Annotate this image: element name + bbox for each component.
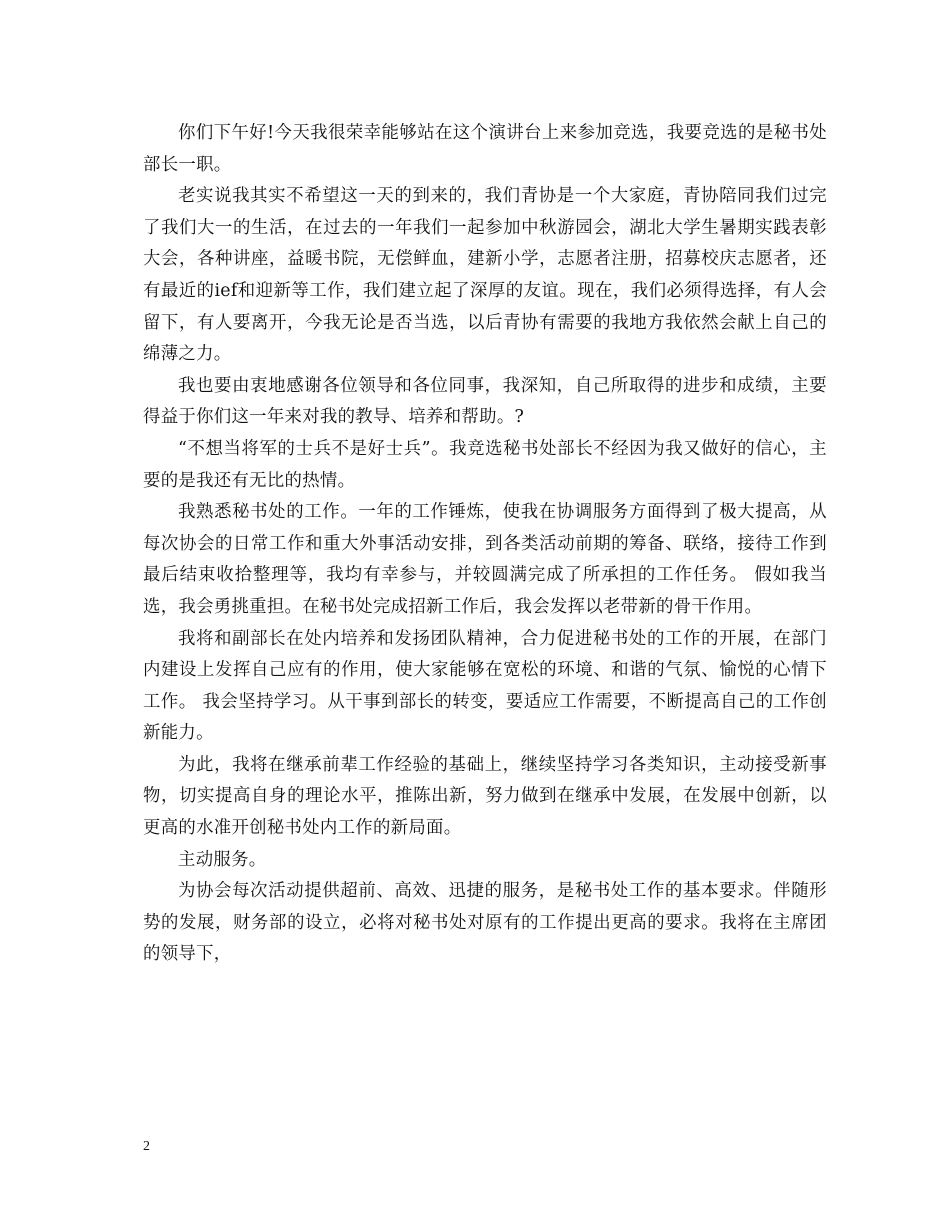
paragraph-6: 我将和副部长在处内培养和发扬团队精神，合力促进秘书处的工作的开展，在部门内建设上发挥自己应有的作用，使大家能够在宽松的环境、和谐的气氛、愉悦的心情下工作。 我会坚持学习。从干事到部长的转变，要适应工作需要，不断提高自己的工作创新能力。 <box>143 628 827 744</box>
paragraph-3: 我也要由衷地感谢各位领导和各位同事，我深知，自己所取得的进步和成绩，主要得益于你们这一年来对我的教导、培养和帮助。? <box>143 375 827 428</box>
document-body <box>143 118 827 971</box>
paragraph-1: 你们下午好!今天我很荣幸能够站在这个演讲台上来参加竞选，我要竞选的是秘书处部长一职。 <box>143 123 827 175</box>
paragraph-8: 主动服务。 <box>178 849 267 870</box>
page-number: 2 <box>143 1139 150 1154</box>
paragraph-7: 为此，我将在继承前辈工作经验的基础上，继续坚持学习各类知识，主动接受新事物，切实提高自身的理论水平，推陈出新，努力做到在继承中发展，在发展中创新，以更高的水准开创秘书处内工作的新局面。 <box>143 754 827 839</box>
paragraph-9: 为协会每次活动提供超前、高效、迅捷的服务，是秘书处工作的基本要求。伴随形势的发展，财务部的设立，必将对秘书处对原有的工作提出更高的要求。我将在主席团的领导下， <box>143 881 827 965</box>
paragraph-4: “不想当将军的士兵不是好士兵”。我竞选秘书处部长不经因为我又做好的信心，主要的是我还有无比的热情。 <box>143 438 827 491</box>
paragraph-5: 我熟悉秘书处的工作。一年的工作锤炼，使我在协调服务方面得到了极大提高，从每次协会的日常工作和重大外事活动安排，到各类活动前期的筹备、联络，接待工作到最后结束收拾整理等，我均有幸参与，并较圆满完成了所承担的工作任务。 假如我当选，我会勇挑重担。在秘书处完成招新工作后，我会发挥以老带新的骨干作用。 <box>143 502 827 617</box>
paragraph-2: 老实说我其实不希望这一天的到来的，我们青协是一个大家庭，青协陪同我们过完了我们大一的生活，在过去的一年我们一起参加中秋游园会，湖北大学生暑期实践表彰大会，各种讲座，益暖书院，无偿鲜血，建新小学，志愿者注册，招募校庆志愿者，还有最近的ief和迎新等工作，我们建立起了深厚的友谊。现在，我们必须得选择，有人会留下，有人要离开，今我无论是否当选，以后青协有需要的我地方我依然会献上自己的绵薄之力。 <box>143 186 827 365</box>
